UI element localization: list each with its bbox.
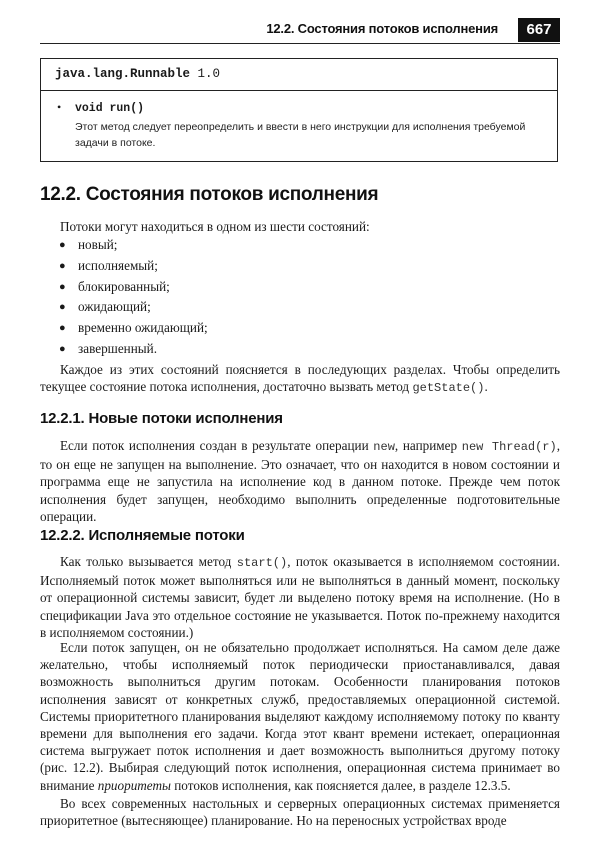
- paragraph-runnable-3: Во всех современных настольных и серверных операционных системах применяется приоритетное (вытесняющее) планирование. Но на переносных устройствах вроде: [40, 796, 560, 829]
- section-intro: Потоки могут находиться в одном из шести состояний:: [60, 219, 370, 234]
- list-item: ● ожидающий;: [40, 297, 208, 318]
- subsection-title-runnable: 12.2.2. Исполняемые потоки: [40, 527, 245, 544]
- emphasis-term: приоритеты: [97, 777, 171, 793]
- list-item: ● завершенный.: [40, 339, 208, 360]
- api-note-box: [40, 58, 558, 162]
- bullet-icon: ●: [59, 280, 66, 293]
- paragraph-runnable-1: Как только вызывается метод start(), поток оказывается в исполняемом состоянии. Исполняемый поток может выполняться или не выполняться в данный момент, поскольку от операционной системы зависит, будет ли выделено потоку время на исполнение. (Но в спецификации Java это отдельное состояние не указывается. Поток по-прежнему находится в исполняемом состоянии.): [40, 554, 561, 640]
- bullet-icon: ●: [59, 259, 66, 272]
- inline-code: start(): [236, 556, 288, 570]
- inline-code: new Thread(r): [461, 440, 557, 454]
- subsection-title-new: 12.2.1. Новые потоки исполнения: [40, 410, 283, 427]
- bullet-icon: ●: [59, 322, 66, 335]
- api-method-description: Этот метод следует переопределить и ввести в него инструкции для исполнения требуемой задачи в потоке.: [75, 121, 526, 149]
- api-method-signature: void run(): [75, 102, 145, 115]
- list-item: ● исполняемый;: [40, 256, 208, 277]
- inline-code: new: [373, 440, 395, 454]
- bullet-icon: •: [57, 100, 62, 114]
- api-class-name: java.lang.Runnable: [55, 67, 191, 81]
- running-header: [40, 19, 560, 44]
- list-item: ● временно ожидающий;: [40, 318, 208, 339]
- list-item: ● блокированный;: [40, 277, 208, 298]
- inline-code: getState(): [412, 381, 485, 396]
- bullet-icon: ●: [59, 239, 66, 251]
- states-list: [40, 235, 208, 360]
- page-number: 667: [518, 18, 560, 42]
- section-title: 12.2. Состояния потоков исполнения: [40, 184, 379, 205]
- list-item: ● новый;: [40, 235, 208, 256]
- paragraph-new-threads: Если поток исполнения создан в результате операции new, например new Thread(r), то он еще не запущен на выполнение. Это означает, что он находится в новом состоянии и программа еще не запустила на исполнение код в данном потоке. Прежде чем поток исполнения будет запущен, необходимо выполнить определенные подготовительные операции.: [40, 438, 561, 524]
- bullet-icon: ●: [59, 301, 66, 314]
- section-paragraph: Каждое из этих состояний поясняется в последующих разделах. Чтобы определить текущее состояние потока исполнения, достаточно вызвать метод getState().: [40, 362, 560, 396]
- api-method-entry: [41, 91, 557, 151]
- paragraph-runnable-2: Если поток запущен, он не обязательно продолжает исполняться. На самом деле даже желательно, чтобы исполняемый поток периодически приостанавливался, давая возможность выполниться другим потокам. Особенности планирования потоков исполнения зависят от конкретных служб, предоставляемых операционной системой. Системы приоритетного планирования выделяют каждому исполняемому потоку по кванту времени для выполнения его задачи. Когда этот квант времени истекает, операционная система выгружает поток исполнения и дает возможность выполниться другому потоку (рис. 12.2). Выбирая следующий поток исполнения, операционная система принимает во внимание приоритеты потоков исполнения, как поясняется далее, в разделе 12.3.5.: [40, 640, 560, 793]
- bullet-icon: ●: [59, 342, 66, 355]
- api-version: 1.0: [197, 67, 221, 81]
- api-class-header: [41, 59, 557, 91]
- running-title: 12.2. Состояния потоков исполнения: [266, 21, 498, 36]
